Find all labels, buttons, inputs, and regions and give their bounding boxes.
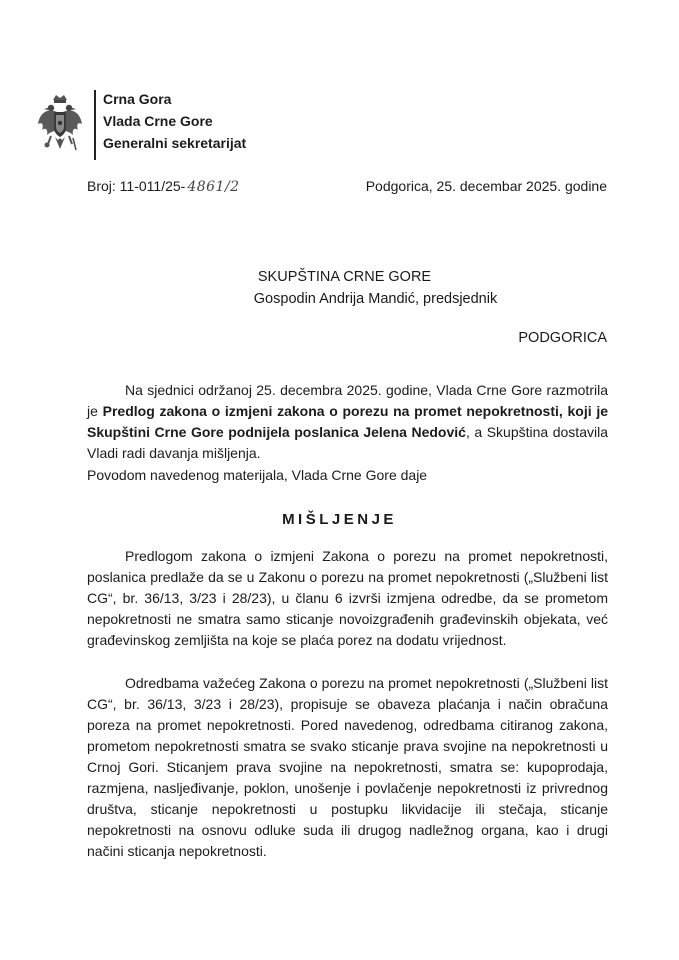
letterhead-government: Vlada Crne Gore bbox=[103, 113, 213, 129]
reference-number-label: Broj: 11-011/25- bbox=[87, 178, 186, 194]
recipient-block bbox=[0, 266, 679, 310]
intro-paragraph bbox=[87, 380, 608, 464]
letterhead-secretariat: Generalni sekretarijat bbox=[103, 135, 247, 151]
recipient-person: Gospodin Andrija Mandić, predsjednik bbox=[253, 291, 498, 307]
letterhead-country: Crna Gora bbox=[103, 91, 172, 107]
intro-text-start: Na sjednici održanoj 25. decembra 2025. godine, Vlada Crne Gore razmotrila je bbox=[87, 382, 608, 419]
letterhead-text bbox=[103, 88, 246, 154]
letterhead bbox=[36, 88, 336, 164]
paragraph-3: Predlogom zakona o izmjeni Zakona o porezu na promet nepokretnosti, poslanica predlaže da se u Zakonu o porezu na promet nepokretnosti („Službeni list CG“, br. 36/13, 3/23 i 28/23), u članu 6 izvrši izmjena odredbe, da se prometom nepokretnosti ne smatra samo sticanje novoizgrađenih građevinskih objekata, već građevinskog zemljišta na koje se plaća porez na dodatu vrijednost. bbox=[87, 548, 608, 648]
intro-text-end: , a Skupština dostavila Vladi radi davanja mišljenja. bbox=[87, 424, 608, 461]
reference-row bbox=[87, 178, 607, 202]
recipient-city: PODGORICA bbox=[518, 330, 607, 346]
paragraph-2-text: Povodom navedenog materijala, Vlada Crne Gore daje bbox=[87, 467, 428, 483]
paragraph-4: Odredbama važećeg Zakona o porezu na promet nepokretnosti („Službeni list CG“, br. 36/13, 3/23 i 28/23), propisuje se obaveza plaćanja i način obračuna poreza na promet nepokretnosti. Pored navedenog, odredbama citiranog zakona, prometom nepokretnosti smatra se svako sticanje prava svojine na nepokretnosti u Crnoj Gori. Sticanjem prava svojine na nepokretnosti, smatra se: kupoprodaja, razmjena, nasljeđivanje, poklon, unošenje i povlačenje nepokretnosti iz privrednog društva, sticanje nepokretnosti u postupku likvidacije ili stečaja, sticanje nepokretnosti na osnovu odluke suda ili drugog nadležnog organa, kao i drugi načini sticanja nepokretnosti. bbox=[87, 675, 608, 859]
montenegro-coat-of-arms-icon bbox=[36, 94, 84, 154]
letterhead-divider bbox=[94, 90, 96, 160]
intro-bold-text: Predlog zakona o izmjeni zakona o porezu na promet nepokretnosti, koji je Skupštini Crne Gore podnijela poslanica Jelena Nedović bbox=[87, 403, 609, 440]
reference-number-handwritten: 4861/2 bbox=[187, 179, 240, 195]
document-date: Podgorica, 25. decembar 2025. godine bbox=[365, 178, 607, 194]
recipient-institution: SKUPŠTINA CRNE GORE bbox=[257, 269, 432, 285]
reference-number bbox=[87, 178, 240, 195]
opinion-heading: MIŠLJENJE bbox=[282, 511, 397, 528]
paragraph-2 bbox=[87, 465, 608, 486]
